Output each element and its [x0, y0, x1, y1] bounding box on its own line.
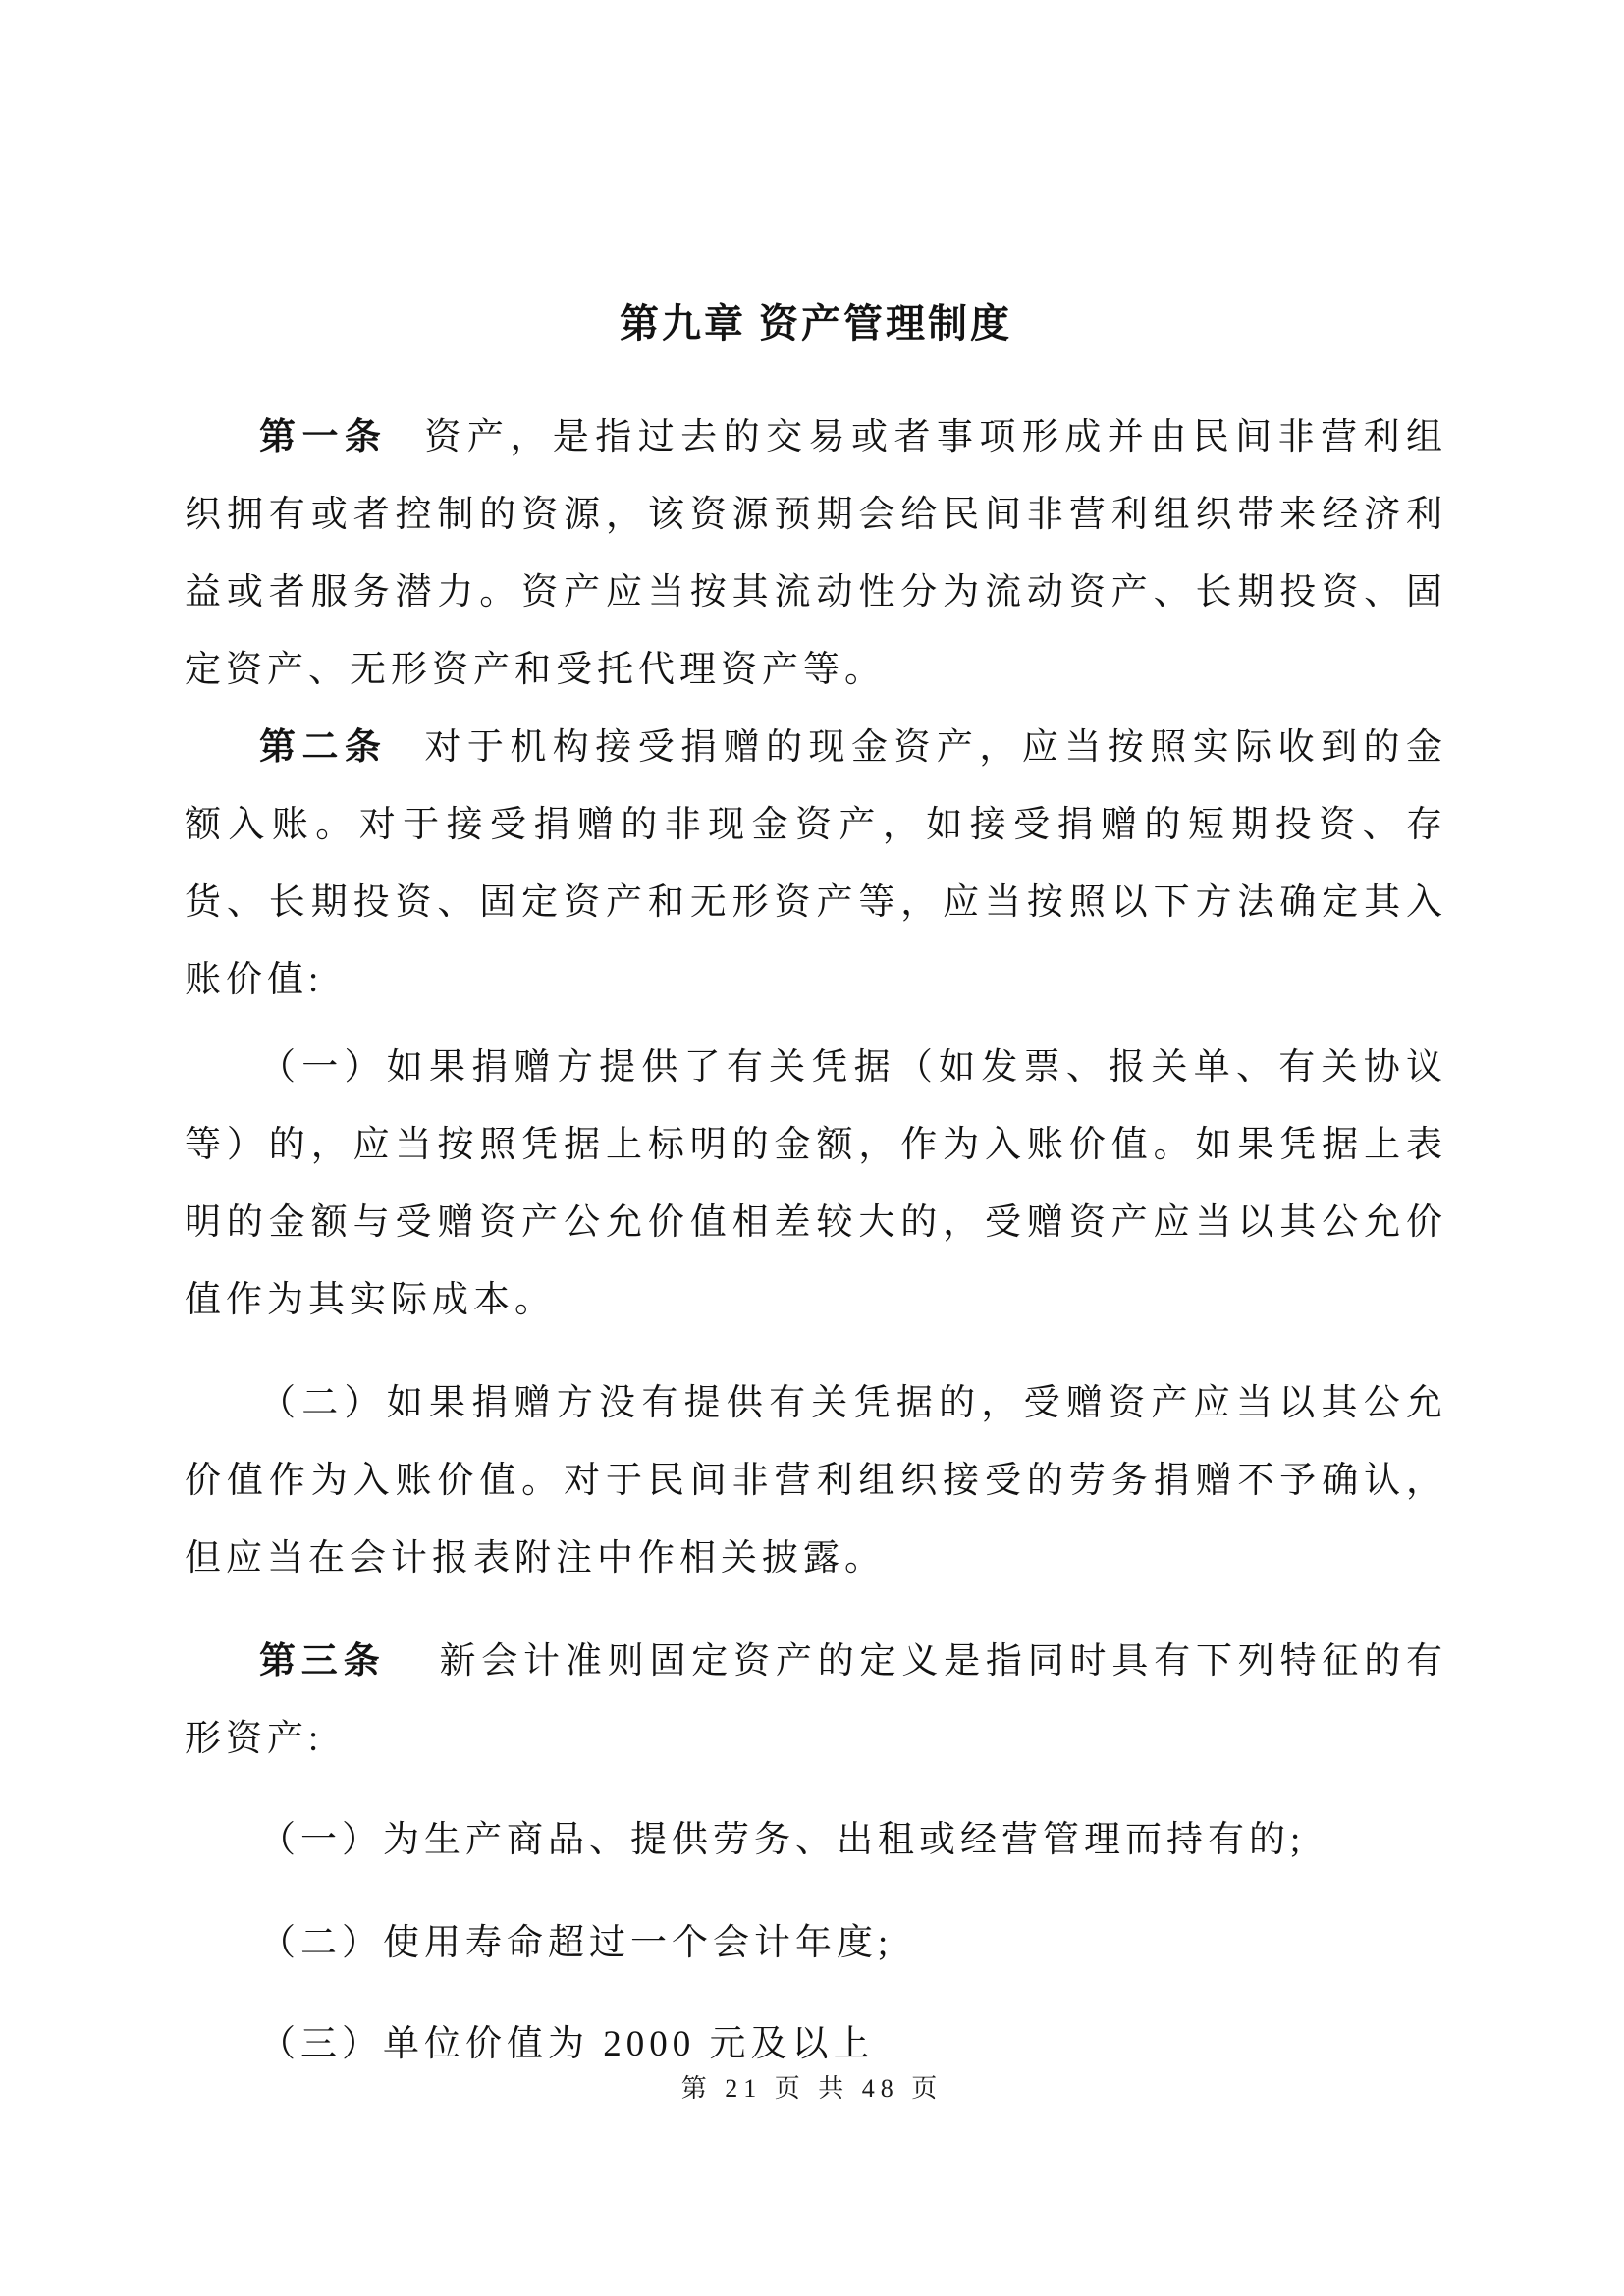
article-number: 第三条 — [259, 1641, 386, 1682]
paragraph-text: 新会计准则固定资产的定义是指同时具有下列特征的有形资产: — [185, 1641, 1448, 1759]
paragraph — [185, 399, 1447, 709]
paragraph — [185, 1904, 1447, 1982]
document-body — [185, 399, 1447, 2083]
chapter-title: 第九章 资产管理制度 — [620, 301, 1012, 346]
paragraph-text: （一）为生产商品、提供劳务、出租或经营管理而持有的; — [259, 1820, 1306, 1860]
page-number-footer: 第 21 页 共 48 页 — [680, 2074, 944, 2103]
paragraph-text: （一）如果捐赠方提供了有关凭据（如发票、报关单、有关协议等）的，应当按照凭据上标明的金额，作为入账价值。如果凭据上表明的金额与受赠资产公允价值相差较大的，受赠资产应当以其公允价值作为其实际成本。 — [185, 1047, 1447, 1320]
article-number: 第一条 — [259, 417, 388, 457]
paragraph-text: （二）如果捐赠方没有提供有关凭据的，受赠资产应当以其公允价值作为入账价值。对于民间非营利组织接受的劳务捐赠不予确认，但应当在会计报表附注中作相关披露。 — [185, 1383, 1447, 1578]
paragraph-text: （三）单位价值为 2000 元及以上 — [259, 2024, 875, 2064]
paragraph — [185, 1364, 1447, 1597]
paragraph — [185, 709, 1447, 1019]
paragraph — [185, 1623, 1447, 1778]
paragraph — [185, 1029, 1447, 1339]
paragraph-text: 对于机构接受捐赠的现金资产，应当按照实际收到的金额入账。对于接受捐赠的非现金资产，如接受捐赠的短期投资、存货、长期投资、固定资产和无形资产等，应当按照以下方法确定其入账价值: — [185, 727, 1448, 1000]
paragraph — [185, 1801, 1447, 1879]
paragraph-text: 资产，是指过去的交易或者事项形成并由民间非营利组织拥有或者控制的资源，该资源预期会给民间非营利组织带来经济利益或者服务潜力。资产应当按其流动性分为流动资产、长期投资、固定资产、无形资产和受托代理资产等。 — [185, 417, 1448, 690]
paragraph-text: （二）使用寿命超过一个会计年度; — [259, 1923, 893, 1963]
article-number: 第二条 — [259, 727, 388, 768]
